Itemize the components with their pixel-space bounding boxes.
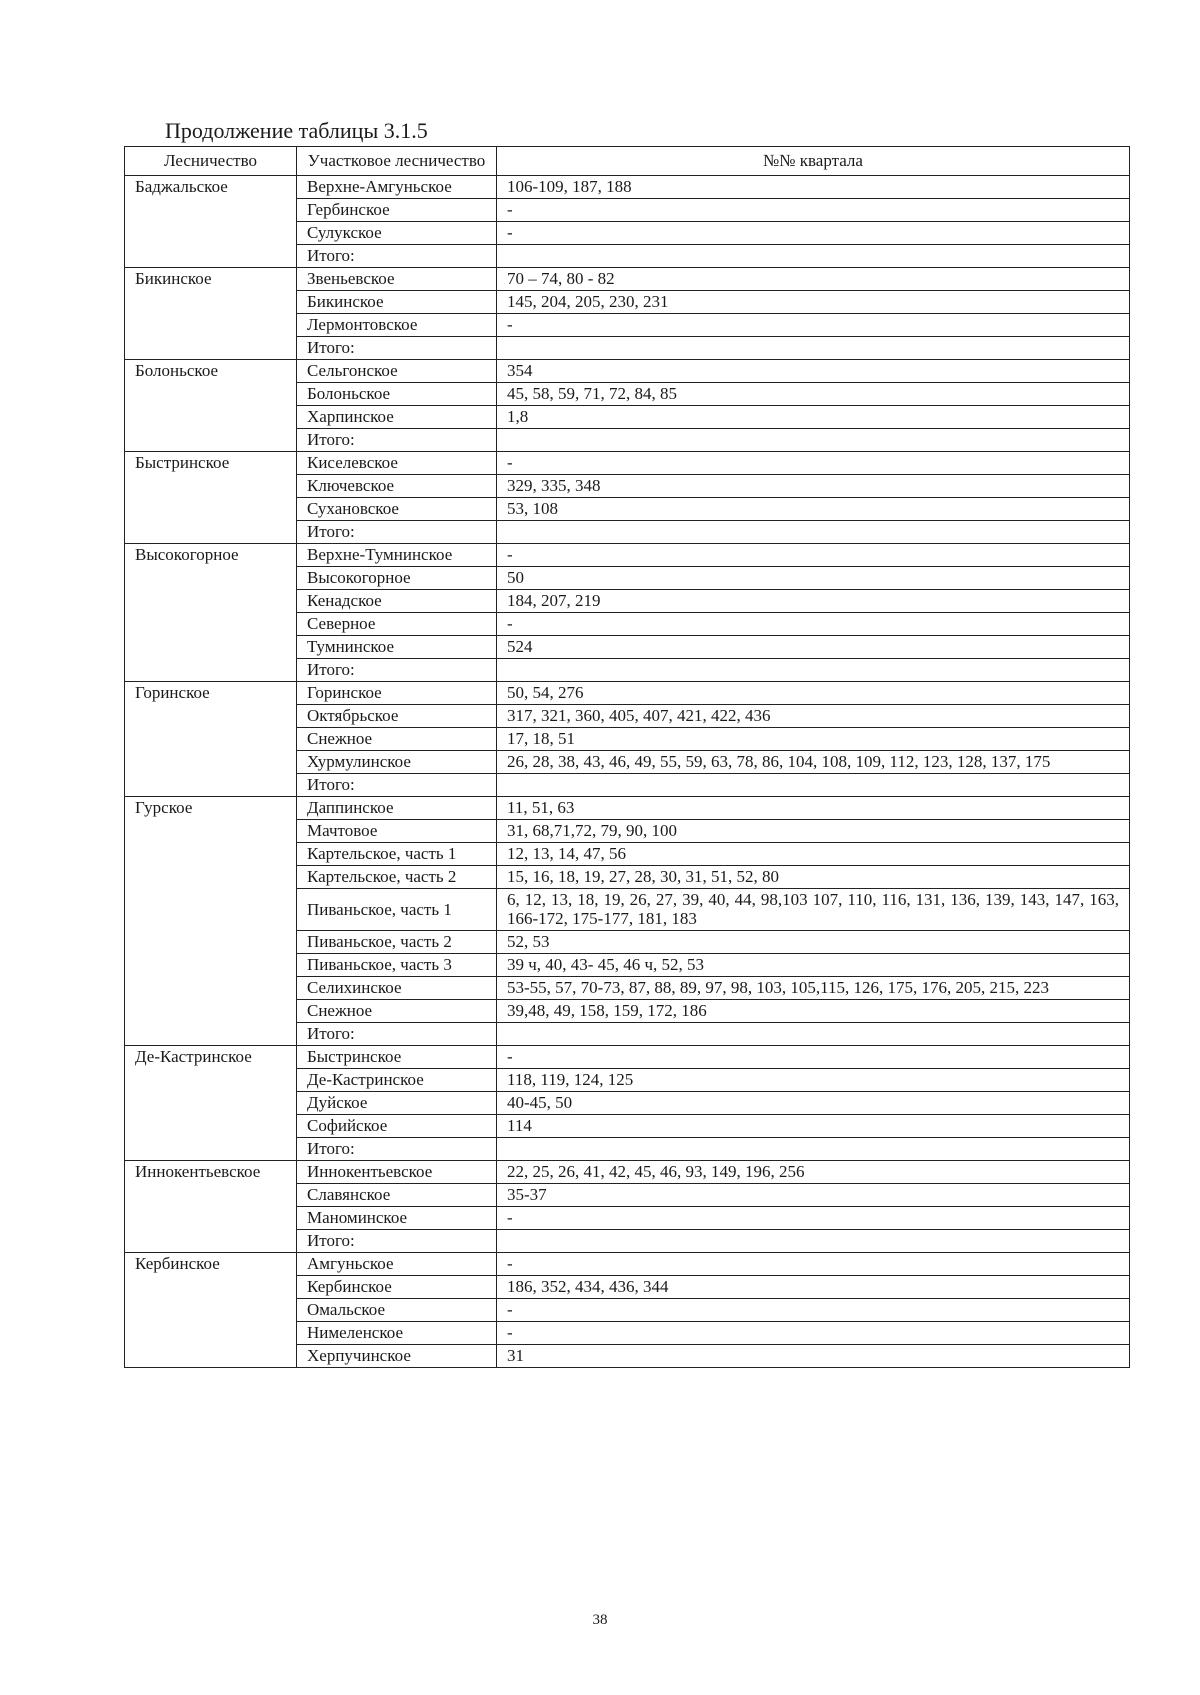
- district-forestry-cell: Сельгонское: [297, 360, 497, 383]
- quarter-numbers-cell: -: [497, 1322, 1130, 1345]
- district-forestry-cell: Горинское: [297, 682, 497, 705]
- district-forestry-cell: Итого:: [297, 1138, 497, 1161]
- district-forestry-cell: Софийское: [297, 1115, 497, 1138]
- district-forestry-cell: Верхне-Амгуньское: [297, 176, 497, 199]
- district-forestry-cell: Тумнинское: [297, 636, 497, 659]
- district-forestry-cell: Де-Кастринское: [297, 1069, 497, 1092]
- quarter-numbers-cell: 39 ч, 40, 43- 45, 46 ч, 52, 53: [497, 954, 1130, 977]
- quarter-numbers-cell: 50, 54, 276: [497, 682, 1130, 705]
- quarter-numbers-cell: -: [497, 452, 1130, 475]
- quarter-numbers-cell: 17, 18, 51: [497, 728, 1130, 751]
- district-forestry-cell: Итого:: [297, 429, 497, 452]
- district-forestry-cell: Омальское: [297, 1299, 497, 1322]
- district-forestry-cell: Итого:: [297, 521, 497, 544]
- district-forestry-cell: Сулукское: [297, 222, 497, 245]
- district-forestry-cell: Снежное: [297, 1000, 497, 1023]
- district-forestry-cell: Мачтовое: [297, 820, 497, 843]
- quarter-numbers-cell: 53-55, 57, 70-73, 87, 88, 89, 97, 98, 103, 105,115, 126, 175, 176, 205, 215, 223: [497, 977, 1130, 1000]
- quarter-numbers-cell: 106-109, 187, 188: [497, 176, 1130, 199]
- table-row: [125, 452, 1130, 475]
- quarter-numbers-cell: -: [497, 1046, 1130, 1069]
- district-forestry-cell: Лермонтовское: [297, 314, 497, 337]
- header-forestry: Лесничество: [125, 147, 297, 176]
- forestry-name-cell: Быстринское: [125, 452, 297, 544]
- table-caption: Продолжение таблицы 3.1.5: [165, 118, 428, 143]
- quarter-numbers-cell: [497, 1023, 1130, 1046]
- quarter-numbers-cell: 39,48, 49, 158, 159, 172, 186: [497, 1000, 1130, 1023]
- forestry-name-cell: Иннокентьевское: [125, 1161, 297, 1253]
- district-forestry-cell: Киселевское: [297, 452, 497, 475]
- quarter-numbers-cell: [497, 521, 1130, 544]
- district-forestry-cell: Итого:: [297, 774, 497, 797]
- header-district-forestry: Участковое лесничество: [297, 147, 497, 176]
- quarter-numbers-cell: 524: [497, 636, 1130, 659]
- quarter-numbers-cell: 35-37: [497, 1184, 1130, 1207]
- quarter-numbers-cell: 329, 335, 348: [497, 475, 1130, 498]
- table-row: [125, 682, 1130, 705]
- quarter-numbers-cell: 184, 207, 219: [497, 590, 1130, 613]
- quarter-numbers-cell: 1,8: [497, 406, 1130, 429]
- forestry-name-cell: Де-Кастринское: [125, 1046, 297, 1161]
- district-forestry-cell: Пиваньское, часть 2: [297, 931, 497, 954]
- district-forestry-cell: Гербинское: [297, 199, 497, 222]
- district-forestry-cell: Херпучинское: [297, 1345, 497, 1368]
- district-forestry-cell: Картельское, часть 2: [297, 866, 497, 889]
- quarter-numbers-cell: -: [497, 544, 1130, 567]
- district-forestry-cell: Итого:: [297, 1230, 497, 1253]
- district-forestry-cell: Иннокентьевское: [297, 1161, 497, 1184]
- table-row: [125, 268, 1130, 291]
- district-forestry-cell: Дуйское: [297, 1092, 497, 1115]
- district-forestry-cell: Маноминское: [297, 1207, 497, 1230]
- district-forestry-cell: Высокогорное: [297, 567, 497, 590]
- table-header-row: [125, 147, 1130, 176]
- district-forestry-cell: Селихинское: [297, 977, 497, 1000]
- forest-quarters-table: [124, 146, 1130, 1368]
- table-row: [125, 1253, 1130, 1276]
- quarter-numbers-cell: [497, 774, 1130, 797]
- quarter-numbers-cell: 45, 58, 59, 71, 72, 84, 85: [497, 383, 1130, 406]
- quarter-numbers-cell: [497, 245, 1130, 268]
- forestry-name-cell: Болоньское: [125, 360, 297, 452]
- quarter-numbers-cell: 118, 119, 124, 125: [497, 1069, 1130, 1092]
- district-forestry-cell: Октябрьское: [297, 705, 497, 728]
- forestry-name-cell: Горинское: [125, 682, 297, 797]
- table-row: [125, 544, 1130, 567]
- district-forestry-cell: Харпинское: [297, 406, 497, 429]
- quarter-numbers-cell: 31, 68,71,72, 79, 90, 100: [497, 820, 1130, 843]
- quarter-numbers-cell: [497, 1138, 1130, 1161]
- district-forestry-cell: Итого:: [297, 1023, 497, 1046]
- forestry-name-cell: Высокогорное: [125, 544, 297, 682]
- district-forestry-cell: Быстринское: [297, 1046, 497, 1069]
- table-row: [125, 176, 1130, 199]
- district-forestry-cell: Северное: [297, 613, 497, 636]
- quarter-numbers-cell: 50: [497, 567, 1130, 590]
- quarter-numbers-cell: -: [497, 1207, 1130, 1230]
- district-forestry-cell: Сухановское: [297, 498, 497, 521]
- forestry-name-cell: Гурское: [125, 797, 297, 1046]
- table-row: [125, 1161, 1130, 1184]
- table-row: [125, 1046, 1130, 1069]
- quarter-numbers-cell: 186, 352, 434, 436, 344: [497, 1276, 1130, 1299]
- quarter-numbers-cell: [497, 429, 1130, 452]
- district-forestry-cell: Итого:: [297, 245, 497, 268]
- forestry-name-cell: Бикинское: [125, 268, 297, 360]
- quarter-numbers-cell: [497, 659, 1130, 682]
- district-forestry-cell: Ключевское: [297, 475, 497, 498]
- district-forestry-cell: Пиваньское, часть 1: [297, 889, 497, 931]
- district-forestry-cell: Снежное: [297, 728, 497, 751]
- quarter-numbers-cell: -: [497, 199, 1130, 222]
- forestry-name-cell: Кербинское: [125, 1253, 297, 1368]
- district-forestry-cell: Итого:: [297, 337, 497, 360]
- page-number: 38: [592, 1612, 608, 1628]
- district-forestry-cell: Славянское: [297, 1184, 497, 1207]
- quarter-numbers-cell: 15, 16, 18, 19, 27, 28, 30, 31, 51, 52, 80: [497, 866, 1130, 889]
- district-forestry-cell: Болоньское: [297, 383, 497, 406]
- district-forestry-cell: Звеньевское: [297, 268, 497, 291]
- district-forestry-cell: Бикинское: [297, 291, 497, 314]
- quarter-numbers-cell: 12, 13, 14, 47, 56: [497, 843, 1130, 866]
- forestry-name-cell: Баджальское: [125, 176, 297, 268]
- quarter-numbers-cell: 31: [497, 1345, 1130, 1368]
- quarter-numbers-cell: 22, 25, 26, 41, 42, 45, 46, 93, 149, 196, 256: [497, 1161, 1130, 1184]
- header-quarter-numbers: №№ квартала: [497, 147, 1130, 176]
- quarter-numbers-cell: -: [497, 222, 1130, 245]
- quarter-numbers-cell: 70 – 74, 80 - 82: [497, 268, 1130, 291]
- quarter-numbers-cell: 6, 12, 13, 18, 19, 26, 27, 39, 40, 44, 98,103 107, 110, 116, 131, 136, 139, 143, 147, 163, 166-172, 175-177, 181, 183: [497, 889, 1130, 931]
- quarter-numbers-cell: 354: [497, 360, 1130, 383]
- district-forestry-cell: Итого:: [297, 659, 497, 682]
- district-forestry-cell: Верхне-Тумнинское: [297, 544, 497, 567]
- district-forestry-cell: Хурмулинское: [297, 751, 497, 774]
- quarter-numbers-cell: -: [497, 314, 1130, 337]
- quarter-numbers-cell: 145, 204, 205, 230, 231: [497, 291, 1130, 314]
- quarter-numbers-cell: 11, 51, 63: [497, 797, 1130, 820]
- district-forestry-cell: Амгуньское: [297, 1253, 497, 1276]
- quarter-numbers-cell: [497, 337, 1130, 360]
- quarter-numbers-cell: -: [497, 1299, 1130, 1322]
- quarter-numbers-cell: 114: [497, 1115, 1130, 1138]
- district-forestry-cell: Нимеленское: [297, 1322, 497, 1345]
- quarter-numbers-cell: -: [497, 1253, 1130, 1276]
- table-row: [125, 797, 1130, 820]
- district-forestry-cell: Картельское, часть 1: [297, 843, 497, 866]
- district-forestry-cell: Пиваньское, часть 3: [297, 954, 497, 977]
- quarter-numbers-cell: -: [497, 613, 1130, 636]
- quarter-numbers-cell: 317, 321, 360, 405, 407, 421, 422, 436: [497, 705, 1130, 728]
- table-row: [125, 360, 1130, 383]
- district-forestry-cell: Кербинское: [297, 1276, 497, 1299]
- quarter-numbers-cell: 53, 108: [497, 498, 1130, 521]
- quarter-numbers-cell: 40-45, 50: [497, 1092, 1130, 1115]
- quarter-numbers-cell: 52, 53: [497, 931, 1130, 954]
- district-forestry-cell: Кенадское: [297, 590, 497, 613]
- quarter-numbers-cell: [497, 1230, 1130, 1253]
- district-forestry-cell: Даппинское: [297, 797, 497, 820]
- quarter-numbers-cell: 26, 28, 38, 43, 46, 49, 55, 59, 63, 78, 86, 104, 108, 109, 112, 123, 128, 137, 175: [497, 751, 1130, 774]
